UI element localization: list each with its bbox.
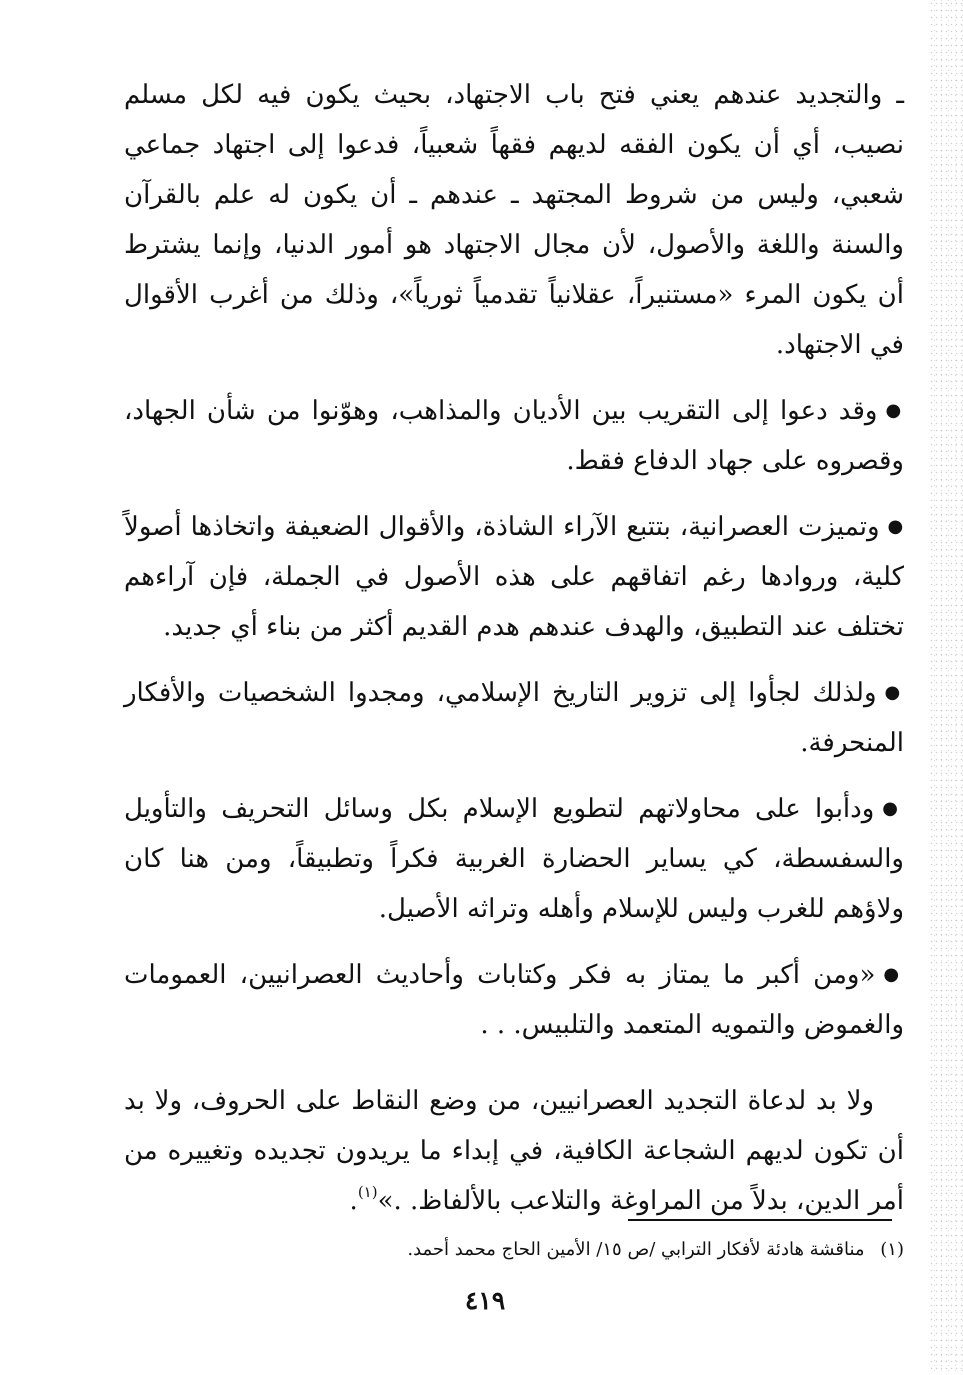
footnote-text: مناقشة هادئة لأفكار الترابي /ص ١٥/ الأمين الحاج محمد أحمد. — [407, 1239, 865, 1260]
footnote-marker: (١) — [880, 1239, 904, 1260]
bullet-icon: ● — [882, 798, 904, 819]
scan-edge-noise — [929, 0, 963, 1375]
bullet-icon: ● — [887, 516, 904, 537]
bullet-text: ولذلك لجأوا إلى تزوير التاريخ الإسلامي، ومجدوا الشخصيات والأفكار المنحرفة. — [124, 678, 904, 758]
bullet-item-distortion — [124, 784, 904, 934]
bullet-item-rapprochement — [124, 386, 904, 486]
body-text — [124, 70, 904, 1226]
bullet-item-odd-opinions — [124, 502, 904, 652]
bullet-text: «ومن أكبر ما يمتاز به فكر وكتابات وأحاديث العصرانيين، العمومات والغموض والتمويه المتعمد والتلبيس. . . — [124, 960, 904, 1040]
footnote-divider — [628, 1219, 892, 1221]
paragraph-text: ولا بد لدعاة التجديد العصرانيين، من وضع النقاط على الحروف، ولا بد أن تكون لديهم الشجاعة الكافية، في إبداء ما يريدون تجديده وتغييره من أمر الدين، بدلاً من المراوغة والتلاعب بالألفاظ. .» — [124, 1086, 904, 1216]
bullet-text: وقد دعوا إلى التقريب بين الأديان والمذاهب، وهوّنوا من شأن الجهاد، وقصروه على جهاد الدفاع فقط. — [124, 396, 904, 476]
paragraph-quote-continuation — [124, 1076, 904, 1226]
footnote — [270, 1230, 904, 1270]
bullet-item-quote — [124, 950, 904, 1050]
footnote-reference: (١) — [357, 1183, 378, 1201]
bullet-text: ودأبوا على محاولاتهم لتطويع الإسلام بكل وسائل التحريف والتأويل والسفسطة، كي يساير الحضارة الغربية فكراً وتطبيقاً، ومن هنا كان ولاؤهم للغرب وليس للإسلام وأهله وتراثه الأصيل. — [124, 794, 904, 924]
closing-period: . — [349, 1186, 358, 1216]
bullet-text: وتميزت العصرانية، بتتبع الآراء الشاذة، والأقوال الضعيفة واتخاذها أصولاً كلية، وروادها رغم اتفاقهم على هذه الأصول في الجملة، فإن آراءهم تختلف عند التطبيق، والهدف عندهم هدم القديم أكثر من بناء أي جديد. — [124, 512, 904, 642]
bullet-item-history — [124, 668, 904, 768]
page-number: ٤١٩ — [464, 1286, 506, 1315]
bullet-icon: ● — [885, 400, 904, 421]
bullet-icon: ● — [884, 682, 904, 703]
bullet-icon: ● — [883, 964, 904, 985]
paragraph-ijtihad — [124, 70, 904, 370]
paragraph-text: ـ والتجديد عندهم يعني فتح باب الاجتهاد، بحيث يكون فيه لكل مسلم نصيب، أي أن يكون الفقه لديهم فقهاً شعبياً، فدعوا إلى اجتهاد جماعي شعبي، وليس من شروط المجتهد ـ عندهم ـ أن يكون له علم بالقرآن والسنة واللغة والأصول، لأن مجال الاجتهاد هو أمور الدنيا، وإنما يشترط أن يكون المرء «مستنيراً، عقلانياً تقدمياً ثورياً»، وذلك من أغرب الأقوال في الاجتهاد. — [124, 80, 904, 360]
